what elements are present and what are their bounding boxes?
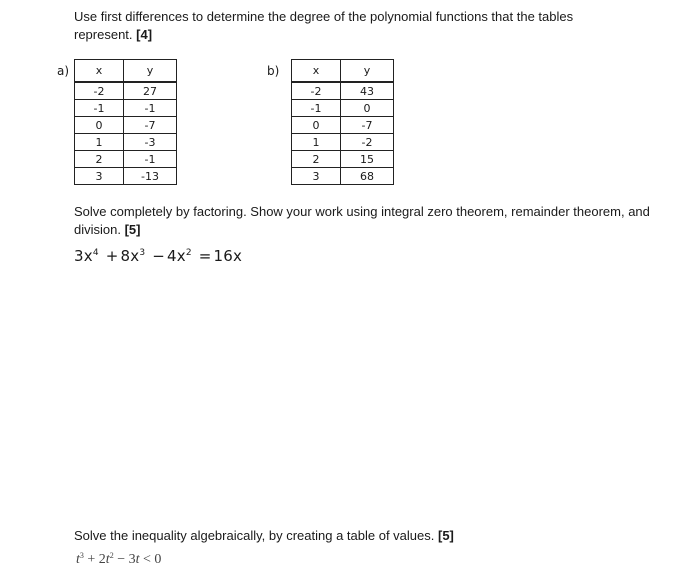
table-row xyxy=(75,100,177,117)
question-3-prompt: Solve the inequality algebraically, by creating a table of values. xyxy=(74,528,435,543)
table-row xyxy=(75,82,177,100)
part-b-label: b) xyxy=(267,64,280,78)
table-cell-x: 1 xyxy=(75,134,124,151)
ineq-op-1: + xyxy=(87,552,96,567)
part-a-label: a) xyxy=(57,64,70,78)
inequality-expression xyxy=(76,551,161,568)
eq-term-1-coef: 3x xyxy=(74,247,93,265)
table-a-header-y: y xyxy=(124,60,177,83)
table-row xyxy=(292,134,394,151)
table-cell-x: -2 xyxy=(292,82,341,100)
ineq-var-1: t xyxy=(76,552,80,567)
table-cell-x: 3 xyxy=(292,168,341,185)
table-row xyxy=(292,82,394,100)
table-cell-y: 15 xyxy=(341,151,394,168)
question-2-prompt: Solve completely by factoring. Show your work using integral zero theorem, remainder theorem, and division. xyxy=(74,204,650,237)
table-cell-x: -1 xyxy=(292,100,341,117)
ineq-relation: < xyxy=(142,552,151,567)
table-cell-x: 2 xyxy=(292,151,341,168)
table-cell-y: -7 xyxy=(341,117,394,134)
eq-term-2-exp: 3 xyxy=(139,248,146,258)
table-cell-y: 43 xyxy=(341,82,394,100)
table-cell-x: -2 xyxy=(75,82,124,100)
ineq-exp-2: 2 xyxy=(109,551,114,560)
question-3-marks: [5] xyxy=(438,528,454,543)
ineq-rhs: 0 xyxy=(154,552,162,567)
table-row xyxy=(75,168,177,185)
table-cell-x: 1 xyxy=(292,134,341,151)
table-b-header-x: x xyxy=(292,60,341,83)
table-b-header-y: y xyxy=(341,60,394,83)
eq-term-3-coef: 4x xyxy=(167,247,186,265)
table-row xyxy=(292,100,394,117)
table-cell-x: -1 xyxy=(75,100,124,117)
eq-term-2-coef: 8x xyxy=(120,247,140,265)
table-cell-y: -3 xyxy=(124,134,177,151)
ineq-coef-2: 2 xyxy=(98,552,106,567)
table-cell-y: -13 xyxy=(124,168,177,185)
question-2-text xyxy=(74,203,654,239)
question-2-marks: [5] xyxy=(124,222,141,237)
question-1-prompt: Use first differences to determine the degree of the polynomial functions that the tables represent. xyxy=(74,9,574,42)
question-1-text xyxy=(74,8,634,44)
table-row xyxy=(292,117,394,134)
table-row xyxy=(75,134,177,151)
table-cell-y: 27 xyxy=(124,82,177,100)
table-cell-y: 68 xyxy=(341,168,394,185)
table-cell-y: -1 xyxy=(124,100,177,117)
eq-term-3-exp: 2 xyxy=(185,248,192,258)
table-cell-y: -2 xyxy=(341,134,394,151)
table-cell-y: 0 xyxy=(341,100,394,117)
eq-rhs: 16x xyxy=(213,247,243,265)
table-b xyxy=(291,59,394,185)
table-cell-x: 0 xyxy=(75,117,124,134)
table-cell-x: 3 xyxy=(75,168,124,185)
ineq-var-3: t xyxy=(135,552,140,567)
table-b-header-row xyxy=(292,60,394,83)
table-cell-y: -7 xyxy=(124,117,177,134)
table-row xyxy=(292,151,394,168)
table-a xyxy=(74,59,177,185)
ineq-op-2: − xyxy=(117,552,126,567)
question-1-marks: [4] xyxy=(136,27,153,42)
table-row xyxy=(292,168,394,185)
ineq-coef-3: 3 xyxy=(128,552,136,567)
table-a-header-row xyxy=(75,60,177,83)
table-cell-y: -1 xyxy=(124,151,177,168)
polynomial-equation xyxy=(74,247,242,265)
ineq-var-2: t xyxy=(105,552,110,567)
ineq-exp-1: 3 xyxy=(79,551,84,560)
eq-equals: = xyxy=(198,247,212,265)
eq-op-1: + xyxy=(105,247,119,265)
table-a-header-x: x xyxy=(75,60,124,83)
table-cell-x: 2 xyxy=(75,151,124,168)
eq-term-1-exp: 4 xyxy=(92,248,99,258)
table-row xyxy=(75,117,177,134)
table-cell-x: 0 xyxy=(292,117,341,134)
eq-op-2: − xyxy=(152,247,166,265)
table-row xyxy=(75,151,177,168)
question-3-text xyxy=(74,527,654,545)
